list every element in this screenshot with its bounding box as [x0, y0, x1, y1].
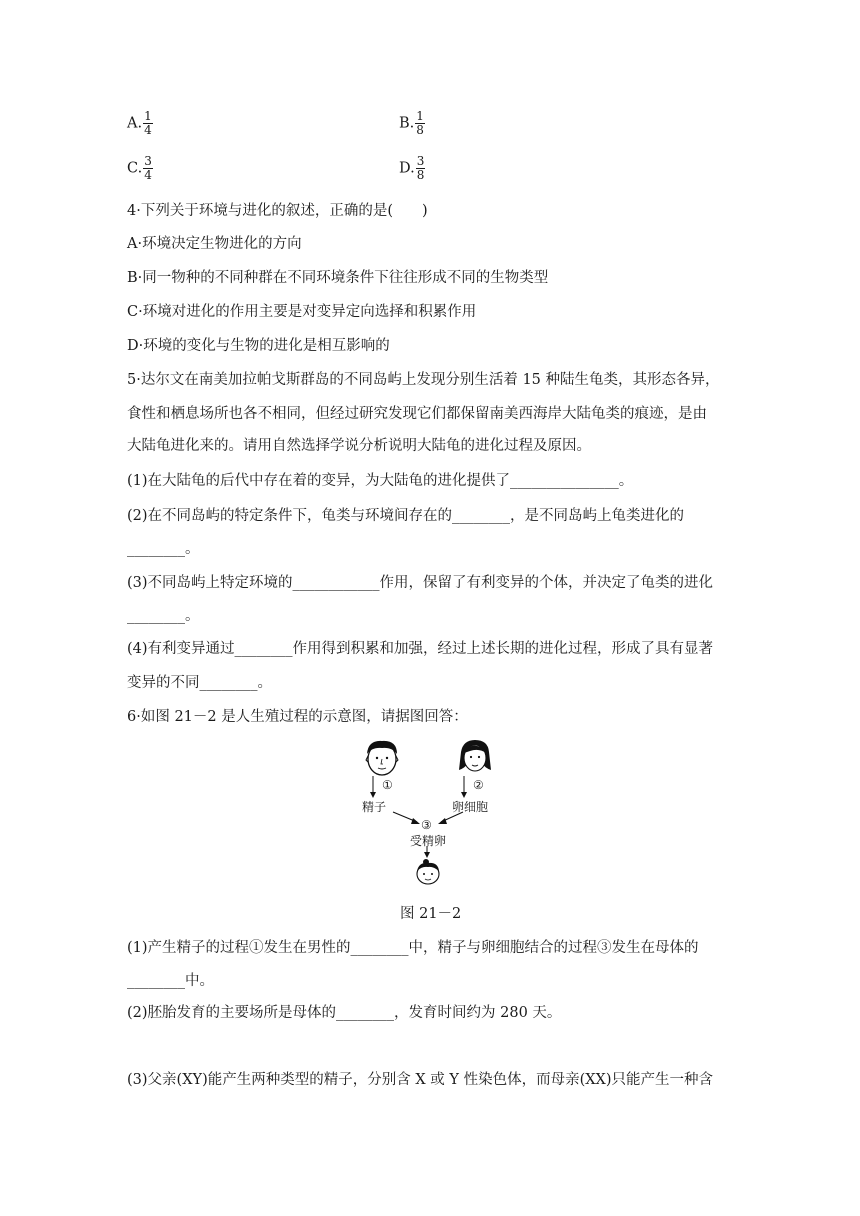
step-2-label: ②	[473, 778, 484, 792]
fraction: $\frac{3}{4}$	[144, 154, 152, 182]
mother-icon	[459, 740, 491, 771]
q5-sub-line: (1)在大陆龟的后代中存在着的变异，为大陆龟的进化提供了_______________。	[127, 473, 634, 489]
q4-option-d: D·环境的变化与生物的进化是相互影响的	[127, 338, 390, 354]
q6-sub-line: ________中。	[127, 973, 214, 989]
step-3-label: ③	[421, 818, 432, 832]
fraction: $\frac{1}{8}$	[416, 109, 424, 137]
q5-stem-line: 大陆龟进化来的。请用自然选择学说分析说明大陆龟的进化过程及原因。	[127, 438, 591, 454]
q5-sub-line: (2)在不同岛屿的特定条件下，龟类与环境间存在的________，是不同岛屿上龟类进化的	[127, 508, 685, 524]
option-a: A. $\frac{1}{4}$	[127, 109, 152, 137]
q4-stem: 4·下列关于环境与进化的叙述，正确的是( )	[127, 203, 428, 219]
q6-sub-line: (3)父亲(XY)能产生两种类型的精子，分别含 X 或 Y 性染色体，而母亲(XX)只能产生一种含	[127, 1072, 714, 1088]
q5-stem-line: 食性和栖息场所也各不相同，但经过研究发现它们都保留南美西海岸大陆龟类的痕迹，是由	[127, 406, 707, 422]
reproduction-diagram	[355, 738, 505, 888]
q4-option-c: C·环境对进化的作用主要是对变异定向选择和积累作用	[127, 304, 477, 320]
option-c: C. $\frac{3}{4}$	[127, 154, 152, 182]
sperm-label: 精子	[362, 800, 387, 814]
figure-caption: 图 21－2	[400, 906, 462, 922]
step-1-label: ①	[382, 778, 393, 792]
q5-sub-line: ________。	[127, 608, 200, 624]
egg-label: 卵细胞	[452, 800, 489, 814]
q5-sub-line: (3)不同岛屿上特定环境的____________作用，保留了有利变异的个体，并决定了龟类的进化	[127, 575, 714, 591]
q5-sub-line: (4)有利变异通过________作用得到积累和加强，经过上述长期的进化过程，形成了具有显著	[127, 641, 714, 657]
q6-stem: 6·如图 21－2 是人生殖过程的示意图，请据图回答：	[127, 709, 468, 725]
q5-stem-line: 5·达尔文在南美加拉帕戈斯群岛的不同岛屿上发现分别生活着 15 种陆生龟类，其形态各异，	[127, 372, 720, 388]
option-d: D. $\frac{3}{8}$	[399, 154, 425, 182]
q4-option-a: A·环境决定生物进化的方向	[127, 236, 302, 252]
q5-sub-line: 变异的不同________。	[127, 675, 272, 691]
q6-sub-line: (1)产生精子的过程①发生在男性的________中，精子与卵细胞结合的过程③发生在母体的	[127, 940, 699, 956]
zygote-label: 受精卵	[410, 834, 447, 848]
option-b: B. $\frac{1}{8}$	[399, 109, 424, 137]
q4-option-b: B·同一物种的不同种群在不同环境条件下往往形成不同的生物类型	[127, 270, 549, 286]
fraction: $\frac{3}{8}$	[416, 154, 425, 182]
baby-icon	[417, 859, 439, 884]
q5-sub-line: ________。	[127, 541, 200, 557]
father-icon	[366, 741, 398, 775]
fraction: $\frac{1}{4}$	[144, 109, 152, 137]
q6-sub-line: (2)胚胎发育的主要场所是母体的________，发育时间约为 280 天。	[127, 1005, 562, 1021]
